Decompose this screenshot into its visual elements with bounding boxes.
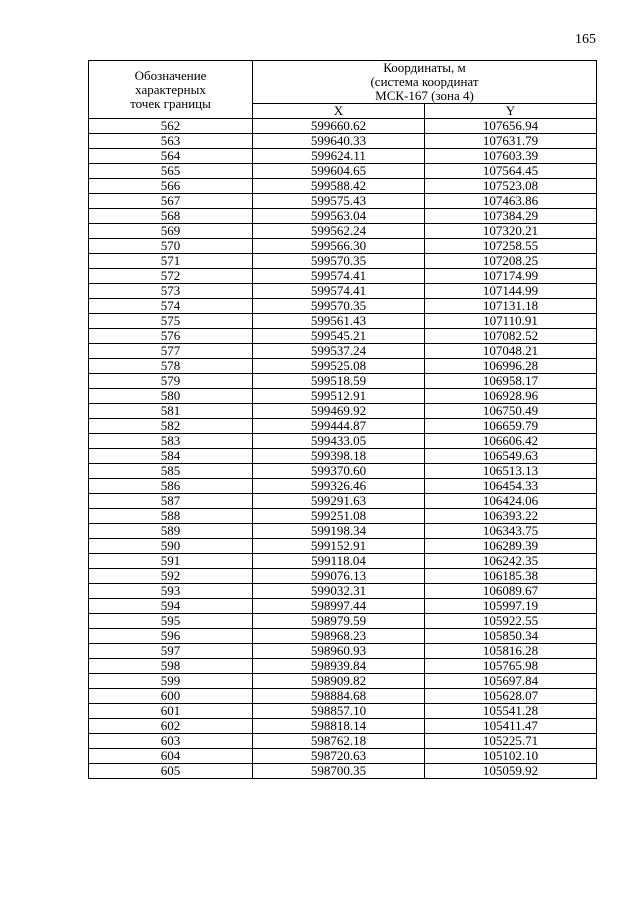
- x-coordinate-cell: 599076.13: [253, 569, 425, 584]
- x-coordinate-cell: 599518.59: [253, 374, 425, 389]
- y-coordinate-cell: 107631.79: [425, 134, 597, 149]
- table-row: [89, 434, 597, 449]
- x-coordinate-cell: 598884.68: [253, 689, 425, 704]
- table-row: [89, 524, 597, 539]
- point-number-cell: 571: [89, 254, 253, 269]
- point-number-cell: 601: [89, 704, 253, 719]
- y-coordinate-cell: 107258.55: [425, 239, 597, 254]
- y-coordinate-cell: 107110.91: [425, 314, 597, 329]
- y-coordinate-cell: 106958.17: [425, 374, 597, 389]
- y-coordinate-cell: 106606.42: [425, 434, 597, 449]
- point-number-cell: 598: [89, 659, 253, 674]
- y-coordinate-cell: 106513.13: [425, 464, 597, 479]
- x-coordinate-cell: 598968.23: [253, 629, 425, 644]
- point-number-cell: 588: [89, 509, 253, 524]
- point-number-cell: 603: [89, 734, 253, 749]
- y-coordinate-cell: 105816.28: [425, 644, 597, 659]
- point-number-cell: 565: [89, 164, 253, 179]
- x-coordinate-cell: 599570.35: [253, 299, 425, 314]
- table-header: [89, 61, 597, 119]
- point-number-cell: 564: [89, 149, 253, 164]
- point-number-cell: 585: [89, 464, 253, 479]
- x-coordinate-cell: 599575.43: [253, 194, 425, 209]
- table-row: [89, 224, 597, 239]
- y-coordinate-cell: 106424.06: [425, 494, 597, 509]
- y-coordinate-cell: 105850.34: [425, 629, 597, 644]
- y-coordinate-cell: 105225.71: [425, 734, 597, 749]
- point-header-line: характерных: [135, 81, 206, 97]
- y-coordinate-cell: 106549.63: [425, 449, 597, 464]
- table-row: [89, 404, 597, 419]
- table-row: [89, 164, 597, 179]
- table-row: [89, 599, 597, 614]
- table-row: [89, 119, 597, 134]
- table-row: [89, 539, 597, 554]
- table-row: [89, 194, 597, 209]
- y-coordinate-cell: 105059.92: [425, 764, 597, 779]
- table-row: [89, 269, 597, 284]
- coordinates-header: [253, 61, 597, 104]
- x-coordinate-cell: 598762.18: [253, 734, 425, 749]
- y-coordinate-cell: 105765.98: [425, 659, 597, 674]
- point-number-cell: 581: [89, 404, 253, 419]
- table-body: [89, 119, 597, 779]
- point-number-cell: 591: [89, 554, 253, 569]
- point-number-cell: 589: [89, 524, 253, 539]
- coords-header-line: (система координат: [370, 74, 479, 89]
- y-coordinate-cell: 107082.52: [425, 329, 597, 344]
- point-number-cell: 578: [89, 359, 253, 374]
- x-coordinate-cell: 599563.04: [253, 209, 425, 224]
- point-number-cell: 575: [89, 314, 253, 329]
- table-row: [89, 554, 597, 569]
- table-row: [89, 419, 597, 434]
- y-coordinate-cell: 105922.55: [425, 614, 597, 629]
- table-row: [89, 359, 597, 374]
- point-designation-header: [89, 61, 253, 119]
- x-coordinate-cell: 599512.91: [253, 389, 425, 404]
- coords-header-line: Координаты, м: [383, 60, 466, 75]
- table-row: [89, 509, 597, 524]
- y-coordinate-cell: 105541.28: [425, 704, 597, 719]
- x-coordinate-cell: 598700.35: [253, 764, 425, 779]
- y-coordinate-cell: 107208.25: [425, 254, 597, 269]
- y-coordinate-cell: 107523.08: [425, 179, 597, 194]
- point-number-cell: 568: [89, 209, 253, 224]
- x-coordinate-cell: 599291.63: [253, 494, 425, 509]
- point-number-cell: 597: [89, 644, 253, 659]
- point-header-line: точек границы: [130, 95, 211, 111]
- y-coordinate-cell: 105997.19: [425, 599, 597, 614]
- header-row: [89, 61, 597, 104]
- table-row: [89, 389, 597, 404]
- x-coordinate-cell: 598909.82: [253, 674, 425, 689]
- x-coordinate-cell: 598939.84: [253, 659, 425, 674]
- y-coordinate-cell: 105411.47: [425, 719, 597, 734]
- point-number-cell: 596: [89, 629, 253, 644]
- table-row: [89, 749, 597, 764]
- x-coordinate-cell: 599152.91: [253, 539, 425, 554]
- table-row: [89, 209, 597, 224]
- y-coordinate-cell: 105102.10: [425, 749, 597, 764]
- table-row: [89, 479, 597, 494]
- point-number-cell: 592: [89, 569, 253, 584]
- point-number-cell: 573: [89, 284, 253, 299]
- y-coordinate-cell: 106089.67: [425, 584, 597, 599]
- x-coordinate-cell: 599251.08: [253, 509, 425, 524]
- point-number-cell: 582: [89, 419, 253, 434]
- point-number-cell: 600: [89, 689, 253, 704]
- x-coordinate-cell: 599469.92: [253, 404, 425, 419]
- y-header: Y: [425, 104, 597, 119]
- y-coordinate-cell: 105628.07: [425, 689, 597, 704]
- y-coordinate-cell: 107463.86: [425, 194, 597, 209]
- point-number-cell: 576: [89, 329, 253, 344]
- point-number-cell: 563: [89, 134, 253, 149]
- table-row: [89, 674, 597, 689]
- y-coordinate-cell: 107131.18: [425, 299, 597, 314]
- point-number-cell: 570: [89, 239, 253, 254]
- y-coordinate-cell: 107603.39: [425, 149, 597, 164]
- point-number-cell: 599: [89, 674, 253, 689]
- point-number-cell: 602: [89, 719, 253, 734]
- point-number-cell: 584: [89, 449, 253, 464]
- point-number-cell: 562: [89, 119, 253, 134]
- point-number-cell: 569: [89, 224, 253, 239]
- table-row: [89, 764, 597, 779]
- x-coordinate-cell: 598818.14: [253, 719, 425, 734]
- point-number-cell: 587: [89, 494, 253, 509]
- point-number-cell: 579: [89, 374, 253, 389]
- x-coordinate-cell: 599545.21: [253, 329, 425, 344]
- table-row: [89, 239, 597, 254]
- x-coordinate-cell: 599198.34: [253, 524, 425, 539]
- page-number: 165: [575, 32, 596, 47]
- point-number-cell: 605: [89, 764, 253, 779]
- x-coordinate-cell: 599604.65: [253, 164, 425, 179]
- y-coordinate-cell: 106289.39: [425, 539, 597, 554]
- table-row: [89, 644, 597, 659]
- x-coordinate-cell: 598979.59: [253, 614, 425, 629]
- point-number-cell: 590: [89, 539, 253, 554]
- table-row: [89, 149, 597, 164]
- x-coordinate-cell: 599398.18: [253, 449, 425, 464]
- point-number-cell: 580: [89, 389, 253, 404]
- x-coordinate-cell: 599433.05: [253, 434, 425, 449]
- y-coordinate-cell: 106454.33: [425, 479, 597, 494]
- x-coordinate-cell: 599326.46: [253, 479, 425, 494]
- x-coordinate-cell: 599537.24: [253, 344, 425, 359]
- x-coordinate-cell: 599574.41: [253, 284, 425, 299]
- point-number-cell: 593: [89, 584, 253, 599]
- x-coordinate-cell: 599588.42: [253, 179, 425, 194]
- x-coordinate-cell: 598857.10: [253, 704, 425, 719]
- y-coordinate-cell: 106659.79: [425, 419, 597, 434]
- x-coordinate-cell: 599574.41: [253, 269, 425, 284]
- table-row: [89, 329, 597, 344]
- table-row: [89, 704, 597, 719]
- x-coordinate-cell: 599562.24: [253, 224, 425, 239]
- y-coordinate-cell: 107384.29: [425, 209, 597, 224]
- y-coordinate-cell: 106185.38: [425, 569, 597, 584]
- x-coordinate-cell: 599570.35: [253, 254, 425, 269]
- x-header: X: [253, 104, 425, 119]
- y-coordinate-cell: 106928.96: [425, 389, 597, 404]
- point-number-cell: 594: [89, 599, 253, 614]
- point-header-line: Обозначение: [134, 67, 207, 83]
- y-coordinate-cell: 106750.49: [425, 404, 597, 419]
- y-coordinate-cell: 106242.35: [425, 554, 597, 569]
- x-coordinate-cell: 599566.30: [253, 239, 425, 254]
- point-number-cell: 577: [89, 344, 253, 359]
- x-coordinate-cell: 599444.87: [253, 419, 425, 434]
- table-row: [89, 719, 597, 734]
- x-coordinate-cell: 599118.04: [253, 554, 425, 569]
- table-row: [89, 344, 597, 359]
- x-coordinate-cell: 599561.43: [253, 314, 425, 329]
- point-number-cell: 586: [89, 479, 253, 494]
- table-row: [89, 614, 597, 629]
- table-row: [89, 569, 597, 584]
- y-coordinate-cell: 107048.21: [425, 344, 597, 359]
- table-row: [89, 179, 597, 194]
- table-row: [89, 494, 597, 509]
- point-number-cell: 583: [89, 434, 253, 449]
- table-row: [89, 659, 597, 674]
- x-coordinate-cell: 599624.11: [253, 149, 425, 164]
- x-coordinate-cell: 599525.08: [253, 359, 425, 374]
- y-coordinate-cell: 107320.21: [425, 224, 597, 239]
- table-row: [89, 449, 597, 464]
- y-coordinate-cell: 106393.22: [425, 509, 597, 524]
- y-coordinate-cell: 107564.45: [425, 164, 597, 179]
- point-number-cell: 604: [89, 749, 253, 764]
- point-number-cell: 567: [89, 194, 253, 209]
- x-coordinate-cell: 599660.62: [253, 119, 425, 134]
- y-coordinate-cell: 107174.99: [425, 269, 597, 284]
- table-row: [89, 314, 597, 329]
- x-coordinate-cell: 599370.60: [253, 464, 425, 479]
- point-number-cell: 572: [89, 269, 253, 284]
- table-row: [89, 374, 597, 389]
- x-coordinate-cell: 598997.44: [253, 599, 425, 614]
- table-row: [89, 284, 597, 299]
- table-row: [89, 134, 597, 149]
- table-row: [89, 689, 597, 704]
- y-coordinate-cell: 105697.84: [425, 674, 597, 689]
- y-coordinate-cell: 106996.28: [425, 359, 597, 374]
- point-number-cell: 566: [89, 179, 253, 194]
- y-coordinate-cell: 107656.94: [425, 119, 597, 134]
- y-coordinate-cell: 107144.99: [425, 284, 597, 299]
- x-coordinate-cell: 598960.93: [253, 644, 425, 659]
- y-coordinate-cell: 106343.75: [425, 524, 597, 539]
- x-coordinate-cell: 599640.33: [253, 134, 425, 149]
- table-row: [89, 299, 597, 314]
- x-coordinate-cell: 598720.63: [253, 749, 425, 764]
- point-number-cell: 595: [89, 614, 253, 629]
- table-row: [89, 734, 597, 749]
- table-row: [89, 629, 597, 644]
- point-number-cell: 574: [89, 299, 253, 314]
- table-row: [89, 584, 597, 599]
- coordinates-table: [88, 60, 597, 779]
- coords-header-line: МСК-167 (зона 4): [375, 88, 474, 103]
- table-row: [89, 254, 597, 269]
- x-coordinate-cell: 599032.31: [253, 584, 425, 599]
- table-row: [89, 464, 597, 479]
